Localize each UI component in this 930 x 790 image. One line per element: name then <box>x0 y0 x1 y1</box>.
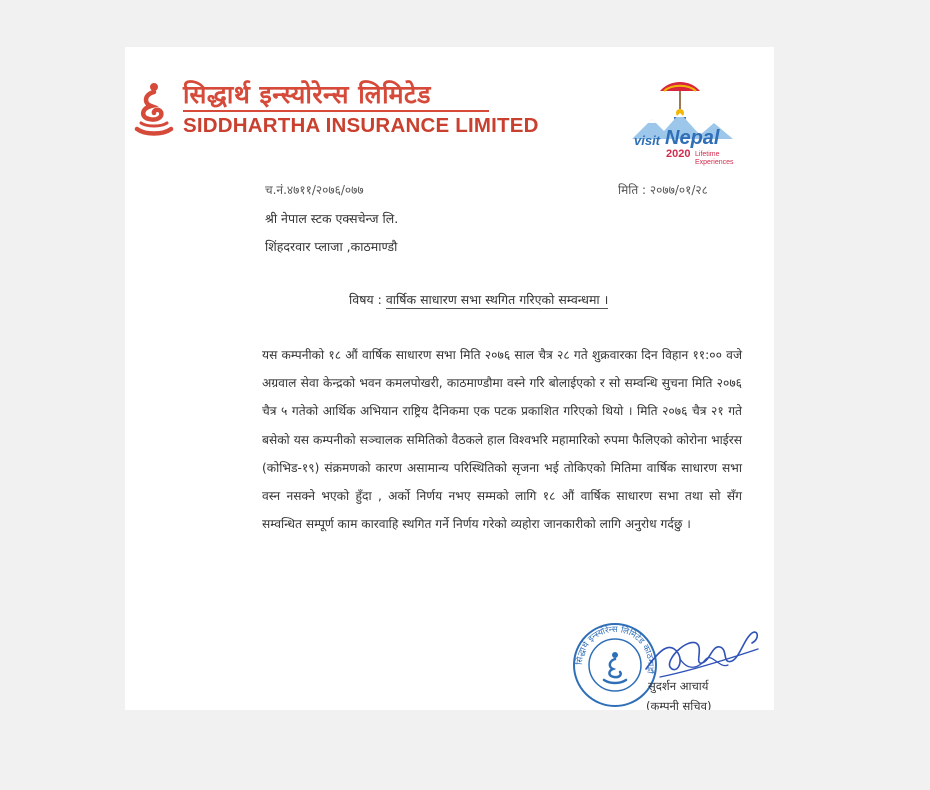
reference-number: च.नं.४७११/२०७६/०७७ <box>265 183 364 197</box>
company-name-english: SIDDHARTHA INSURANCE LIMITED <box>183 114 539 137</box>
stamp-text: सिद्धार्थ इन्स्योरेन्स लिमिटेड काठमाडौं <box>574 624 656 675</box>
campaign-tagline-text: Lifetime Experiences <box>695 151 734 166</box>
subject-label: विषय : <box>349 292 382 307</box>
letter-date: मिति : २०७७/०१/२८ <box>618 183 708 197</box>
subject-text: वार्षिक साधारण सभा स्थगित गरिएको सम्वन्धमा । <box>385 292 609 307</box>
recipient-address: शिंहदरवार प्लाजा ,काठमाण्डौ <box>265 239 398 254</box>
signer-title: (कम्पनी सचिव) <box>646 699 712 710</box>
campaign-year-text: 2020 <box>666 148 691 160</box>
header-divider <box>183 110 489 112</box>
siddhartha-logo-icon <box>133 79 175 139</box>
subject-line <box>349 291 608 308</box>
letter-page <box>125 47 774 710</box>
letter-body: यस कम्पनीको १८ औं वार्षिक साधारण सभा मिति २०७६ साल चैत्र २८ गते शुक्रवारका दिन विहान ११:०० वजे अग्रवाल सेवा केन्द्रको भवन कमलपोखरी, काठमाण्डौमा वस्ने गरि बोलाईएको र सो सम्वन्धि सुचना मिति २०७६ चैत्र ५ गतेको आर्थिक अभियान राष्ट्रिय दैनिकमा एक पटक प्रकाशित गरिएको थियो । मिति २०७६ चैत्र २१ गते बसेको यस कम्पनीको सञ्चालक समितिको वैठकले हाल विश्वभरि महामारिको रुपमा फैलिएको कोरोना भाईरस (कोभिड-१९) संक्रमणको कारण असामान्य परिस्थितिको सृजना भई तोकिएको मितिमा वार्षिक साधारण सभा वस्न नसक्ने भएको हुँदा , अर्को निर्णय नभए सम्मको लागि १८ औं वार्षिक साधारण सभा तथा सो सँग सम्वन्धित सम्पूर्ण काम कारवाहि स्थगित गर्ने निर्णय गरेको व्यहोरा जानकारीको लागि अनुरोध गर्दछु । <box>262 348 742 532</box>
company-name-nepali: सिद्धार्थ इन्स्योरेन्स लिमिटेड <box>183 80 432 109</box>
campaign-nepal-text: Nepal <box>665 127 720 149</box>
recipient-name: श्री नेपाल स्टक एक्सचेन्ज लि. <box>265 211 399 226</box>
campaign-visit-text: visit <box>634 133 661 148</box>
signer-name: सुदर्शन आचार्य <box>648 679 709 693</box>
